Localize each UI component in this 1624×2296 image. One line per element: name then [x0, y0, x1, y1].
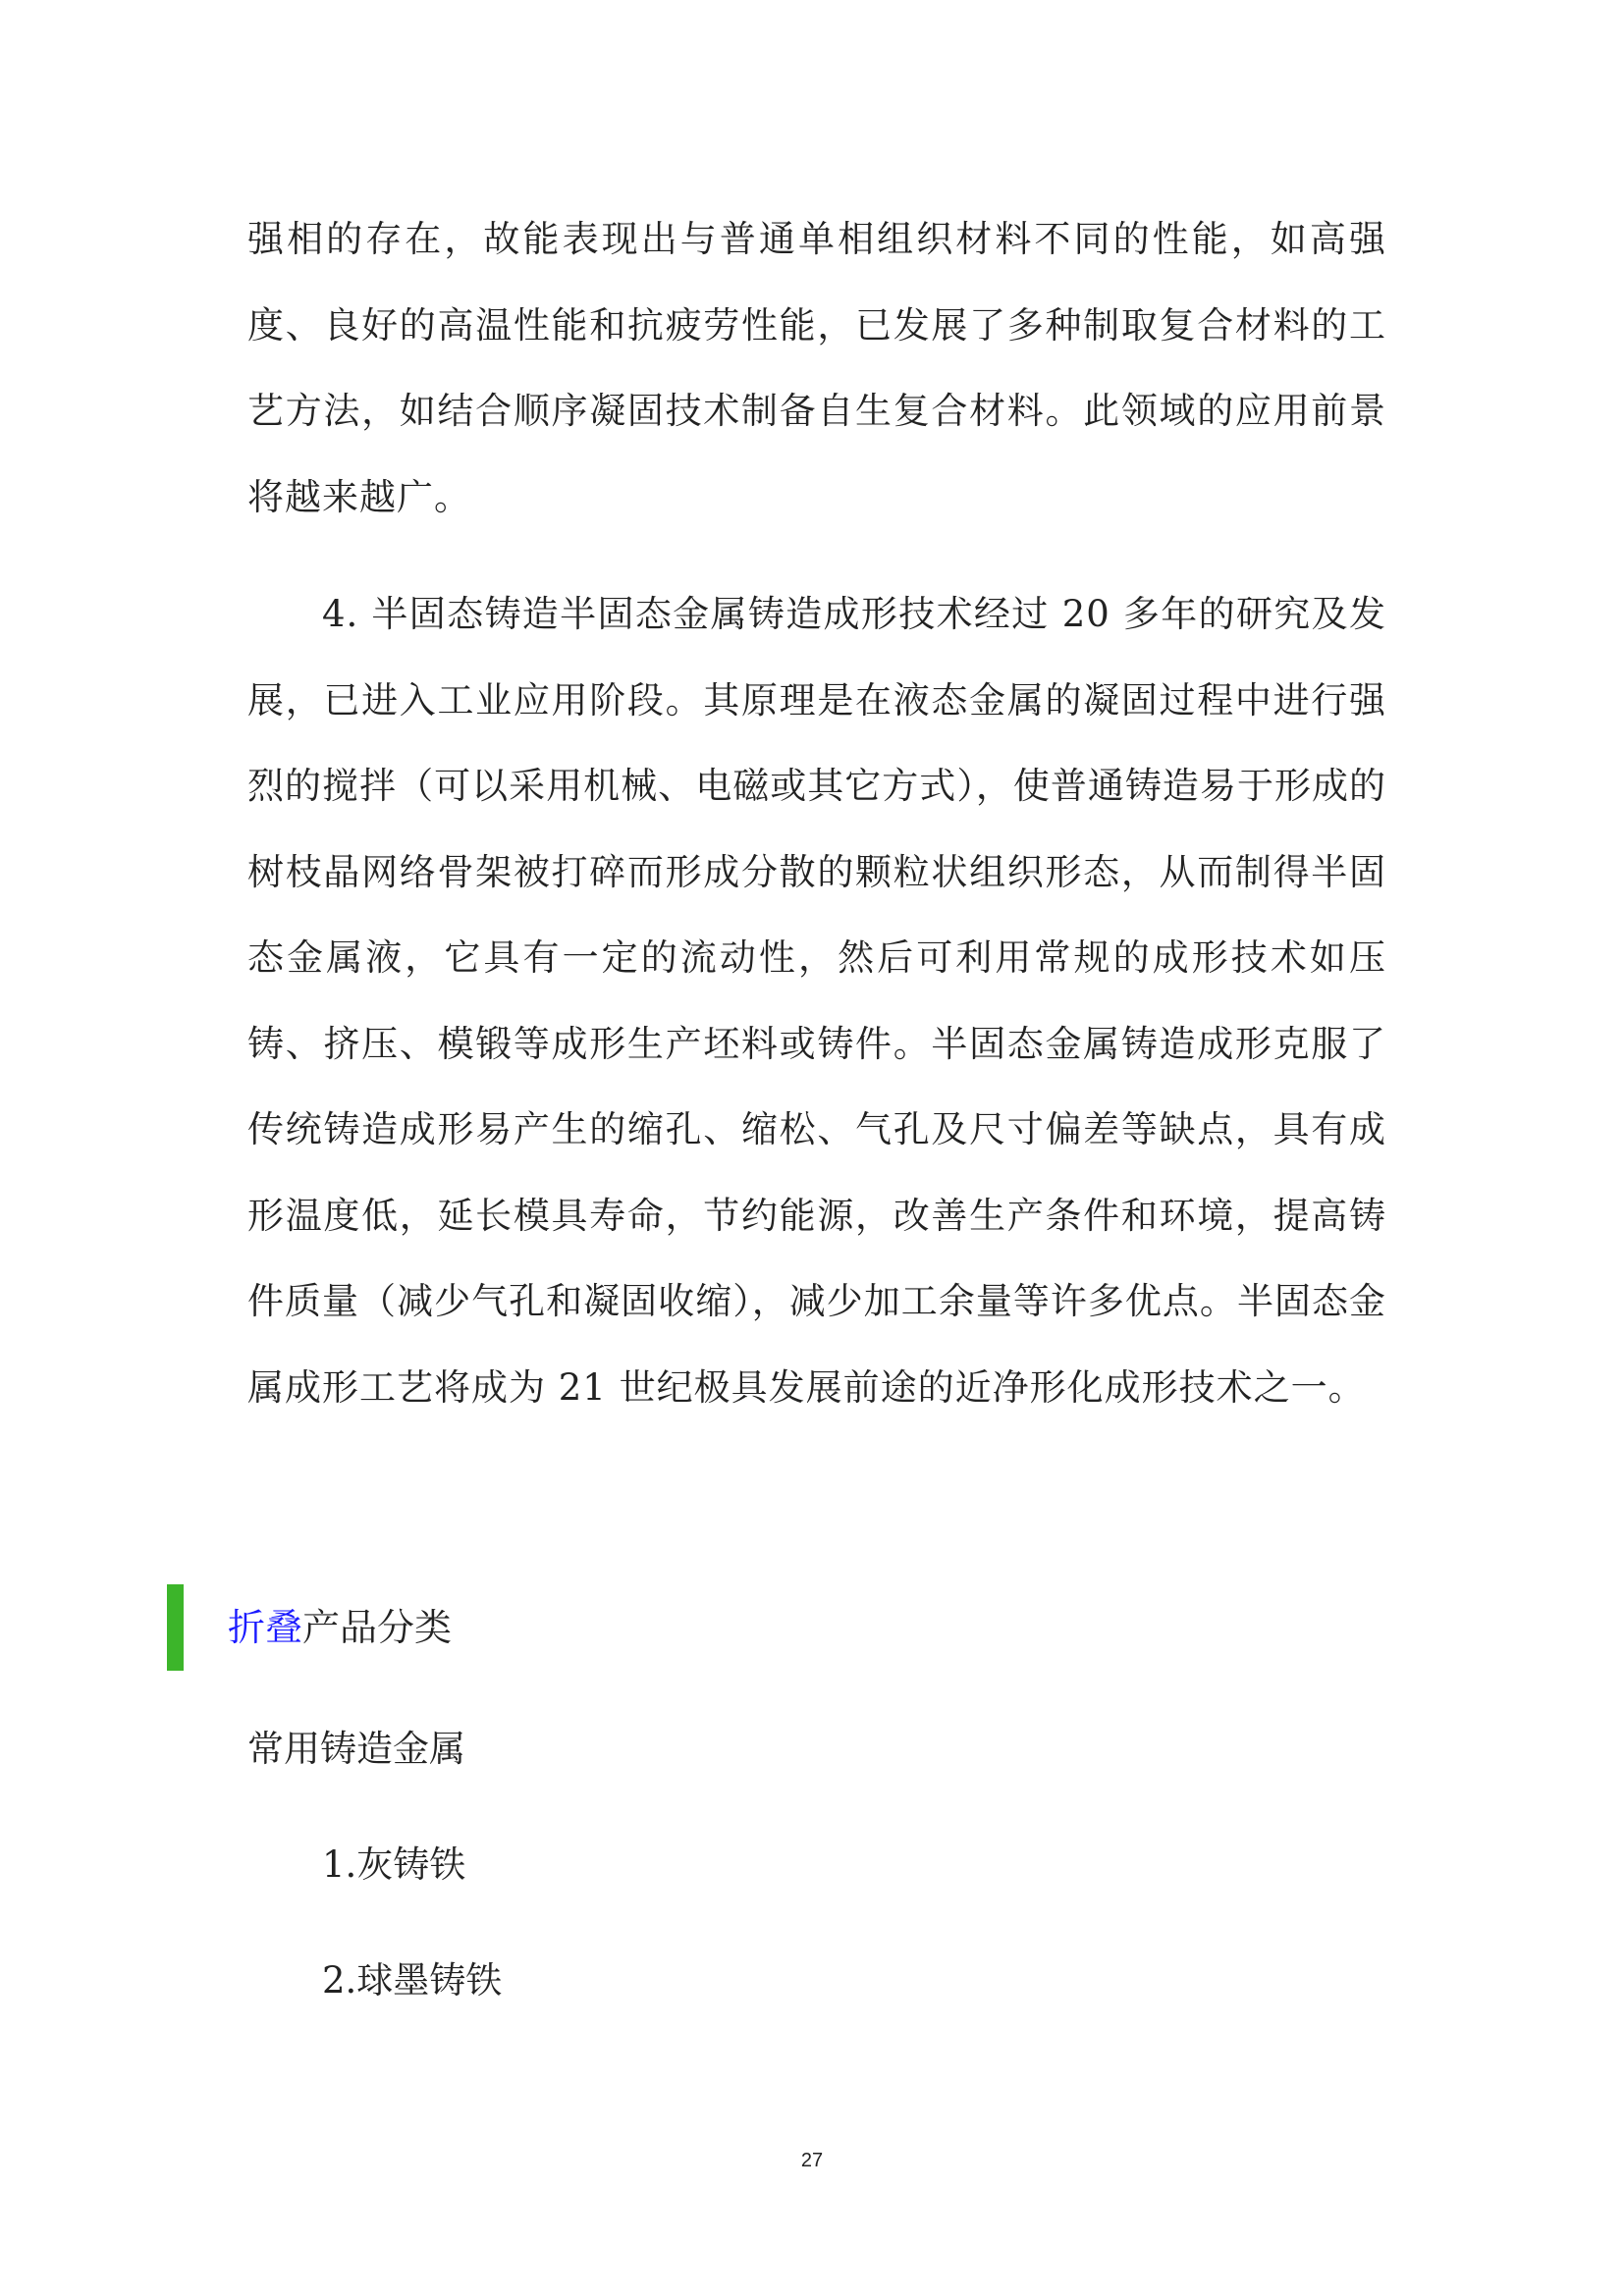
paragraph-composite-materials: 强相的存在，故能表现出与普通单相组织材料不同的性能，如高强度、良好的高温性能和抗疲劳性能，已发展了多种制取复合材料的工艺方法，如结合顺序凝固技术制备自生复合材料。此领域的应用前景将越来越广。 [247, 218, 1386, 518]
page-number: 27 [800, 2150, 824, 2171]
sub-heading: 常用铸造金属 [247, 1728, 465, 1770]
section-accent-bar [167, 1584, 184, 1671]
fold-link[interactable]: 折叠 [228, 1606, 303, 1649]
section-heading [167, 1584, 452, 1671]
section-title [228, 1584, 452, 1671]
paragraph-semi-solid-casting: 4. 半固态铸造半固态金属铸造成形技术经过 20 多年的研究及发展，已进入工业应用阶段。其原理是在液态金属的凝固过程中进行强烈的搅拌（可以采用机械、电磁或其它方式），使普通铸造易于形成的树枝晶网络骨架被打碎而形成分散的颗粒状组织形态，从而制得半固态金属液，它具有一定的流动性，然后可利用常规的成形技术如压铸、挤压、模锻等成形生产坯料或铸件。半固态金属铸造成形克服了传统铸造成形易产生的缩孔、缩松、气孔及尺寸偏差等缺点，具有成形温度低，延长模具寿命，节约能源，改善生产条件和环境，提高铸件质量（减少气孔和凝固收缩），减少加工余量等许多优点。半固态金属成形工艺将成为 21 世纪极具发展前途的近净形化成形技术之一。 [247, 593, 1386, 1409]
list-item: 1.灰铸铁 [322, 1843, 466, 1886]
section-title-text: 产品分类 [302, 1606, 453, 1649]
list-item: 2.球墨铸铁 [322, 1959, 503, 2002]
